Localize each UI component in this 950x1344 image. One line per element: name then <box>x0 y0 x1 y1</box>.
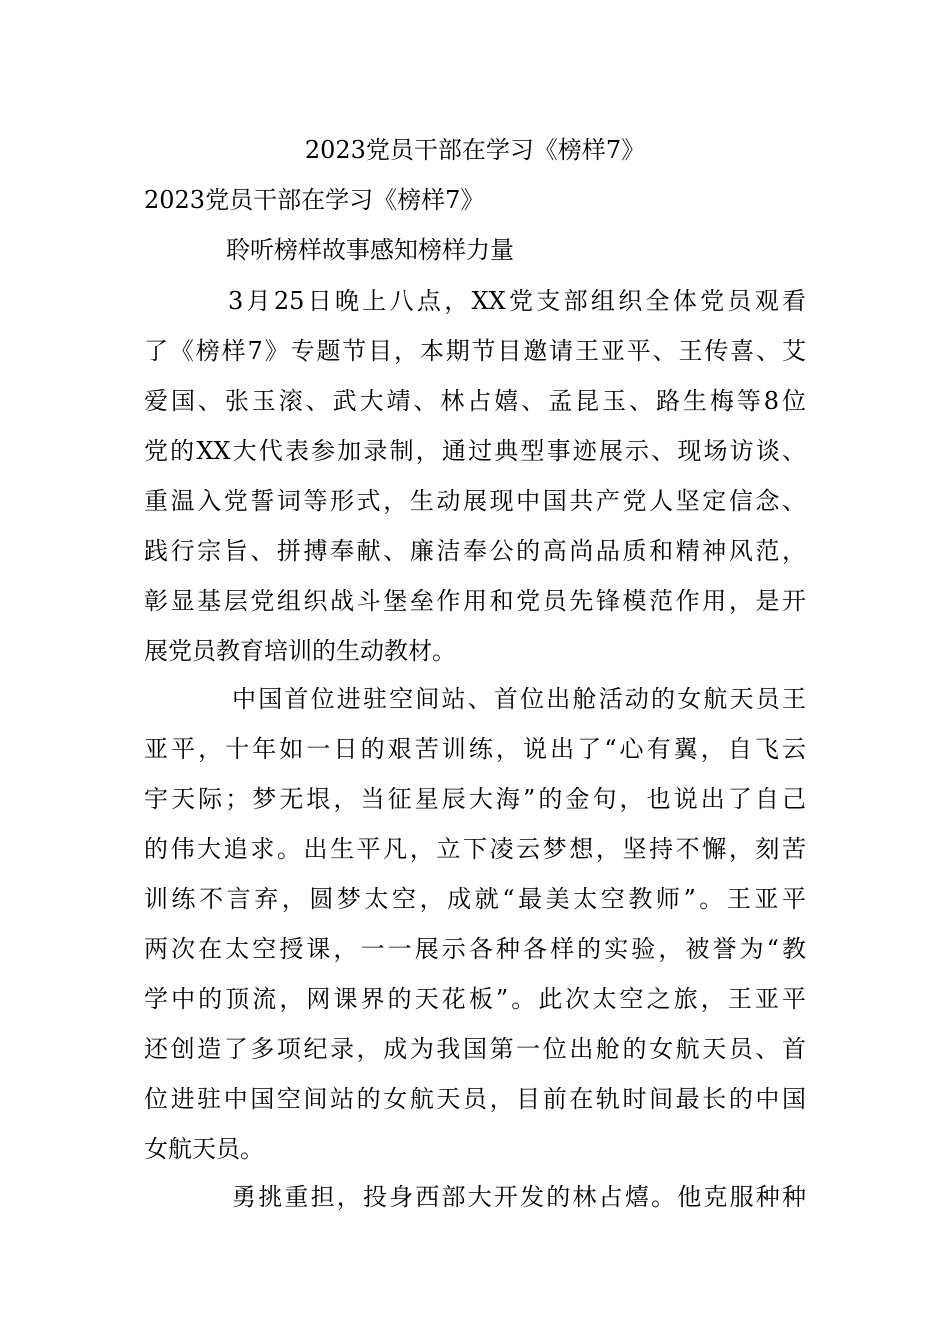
paragraph-line: 还创造了多项纪录，成为我国第一位出舱的女航天员、首 <box>144 1035 806 1063</box>
paragraph-line: 了《榜样7》专题节目，本期节目邀请王亚平、王传喜、艾 <box>144 337 806 365</box>
paragraph-line: 学中的顶流，网课界的天花板”。此次太空之旅，王亚平 <box>144 985 806 1013</box>
paragraph-event-summary <box>144 276 806 676</box>
paragraph-line: 亚平，十年如一日的艰苦训练，说出了“心有翼，自飞云 <box>144 735 806 763</box>
paragraph-line: 3月25日晚上八点，XX党支部组织全体党员观看 <box>228 287 806 315</box>
paragraph-line: 勇挑重担，投身西部大开发的林占熺。他克服种种 <box>232 1183 806 1211</box>
paragraph-line: 展党员教育培训的生动教材。 <box>144 637 456 665</box>
document-subtitle: 2023党员干部在学习《榜样7》 <box>144 186 485 214</box>
paragraph-line: 重温入党誓词等形式，生动展现中国共产党人坚定信念、 <box>144 487 806 515</box>
section-heading: 聆听榜样故事感知榜样力量 <box>226 236 514 264</box>
paragraph-wang-yaping <box>144 674 806 1174</box>
paragraph-line: 位进驻中国空间站的女航天员，目前在轨时间最长的中国 <box>144 1085 806 1113</box>
paragraph-line: 践行宗旨、拼搏奉献、廉洁奉公的高尚品质和精神风范， <box>144 537 806 565</box>
document-title: 2023党员干部在学习《榜样7》 <box>304 136 646 164</box>
paragraph-line: 的伟大追求。出生平凡，立下凌云梦想，坚持不懈，刻苦 <box>144 835 806 863</box>
paragraph-line: 爱国、张玉滚、武大靖、林占嬉、孟昆玉、路生梅等8位 <box>144 387 806 415</box>
paragraph-lin-zhanxi <box>144 1172 806 1222</box>
paragraph-line: 训练不言弃，圆梦太空，成就“最美太空教师”。王亚平 <box>144 885 806 913</box>
paragraph-line: 中国首位进驻空间站、首位出舱活动的女航天员王 <box>232 685 806 713</box>
paragraph-line: 女航天员。 <box>144 1135 264 1163</box>
paragraph-line: 两次在太空授课，一一展示各种各样的实验，被誉为“教 <box>144 935 806 963</box>
paragraph-line: 党的XX大代表参加录制，通过典型事迹展示、现场访谈、 <box>144 437 806 465</box>
paragraph-line: 宇天际；梦无垠，当征星辰大海”的金句，也说出了自己 <box>144 785 806 813</box>
paragraph-line: 彰显基层党组织战斗堡垒作用和党员先锋模范作用，是开 <box>144 587 806 615</box>
